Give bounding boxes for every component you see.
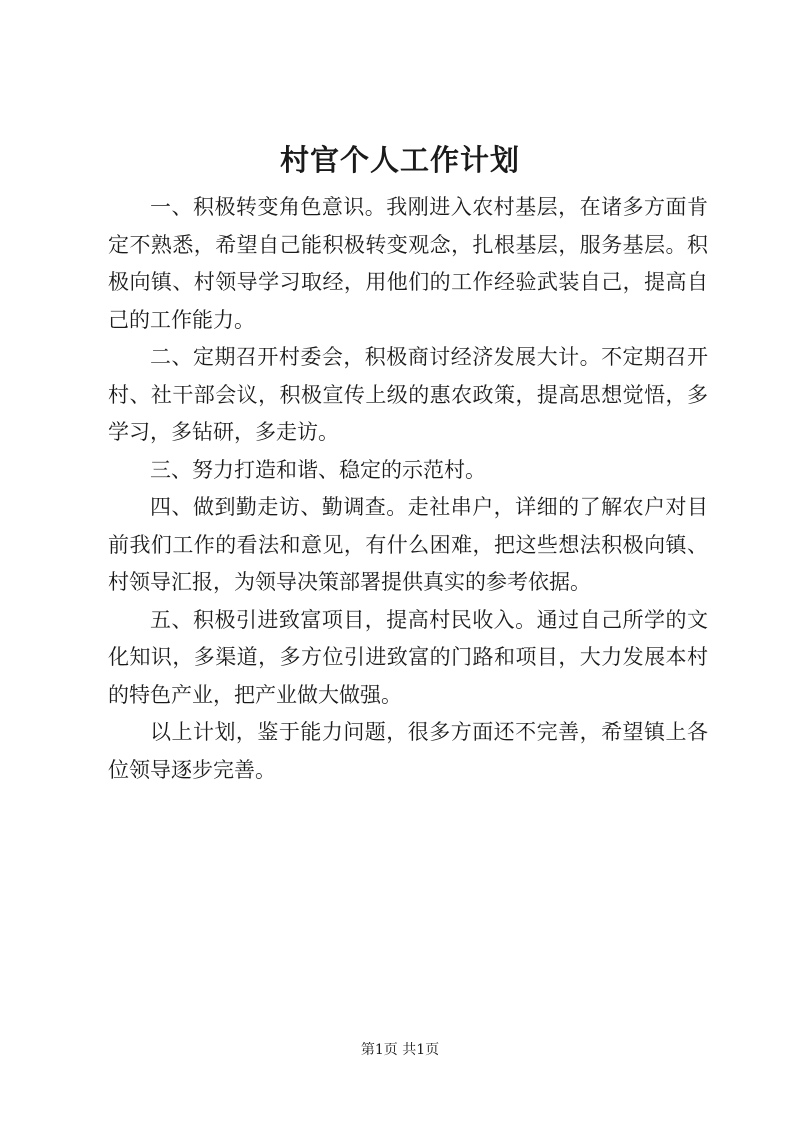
paragraph-2: 二、定期召开村委会，积极商讨经济发展大计。不定期召开村、社干部会议，积极宣传上级的惠农政策，提高思想觉悟，多学习，多钻研，多走访。 [108, 345, 708, 444]
paragraph-1: 一、积极转变角色意识。我刚进入农村基层，在诸多方面肯定不熟悉，希望自己能积极转变观念，扎根基层，服务基层。积极向镇、村领导学习取经，用他们的工作经验武装自己，提高自己的工作能力。 [108, 195, 708, 332]
paragraph-6: 以上计划，鉴于能力问题，很多方面还不完善，希望镇上各位领导逐步完善。 [108, 720, 708, 782]
paragraph-4: 四、做到勤走访、勤调查。走社串户，详细的了解农户对目前我们工作的看法和意见，有什么困难，把这些想法积极向镇、村领导汇报，为领导决策部署提供真实的参考依据。 [108, 495, 708, 594]
document-title: 村官个人工作计划 [279, 143, 520, 177]
paragraph-5: 五、积极引进致富项目，提高村民收入。通过自己所学的文化知识，多渠道，多方位引进致富的门路和项目，大力发展本村的特色产业，把产业做大做强。 [108, 607, 708, 707]
paragraph-3: 三、努力打造和谐、稳定的示范村。 [150, 457, 486, 482]
document-body [108, 189, 708, 789]
page-footer: 第1页 共1页 [360, 1042, 440, 1058]
